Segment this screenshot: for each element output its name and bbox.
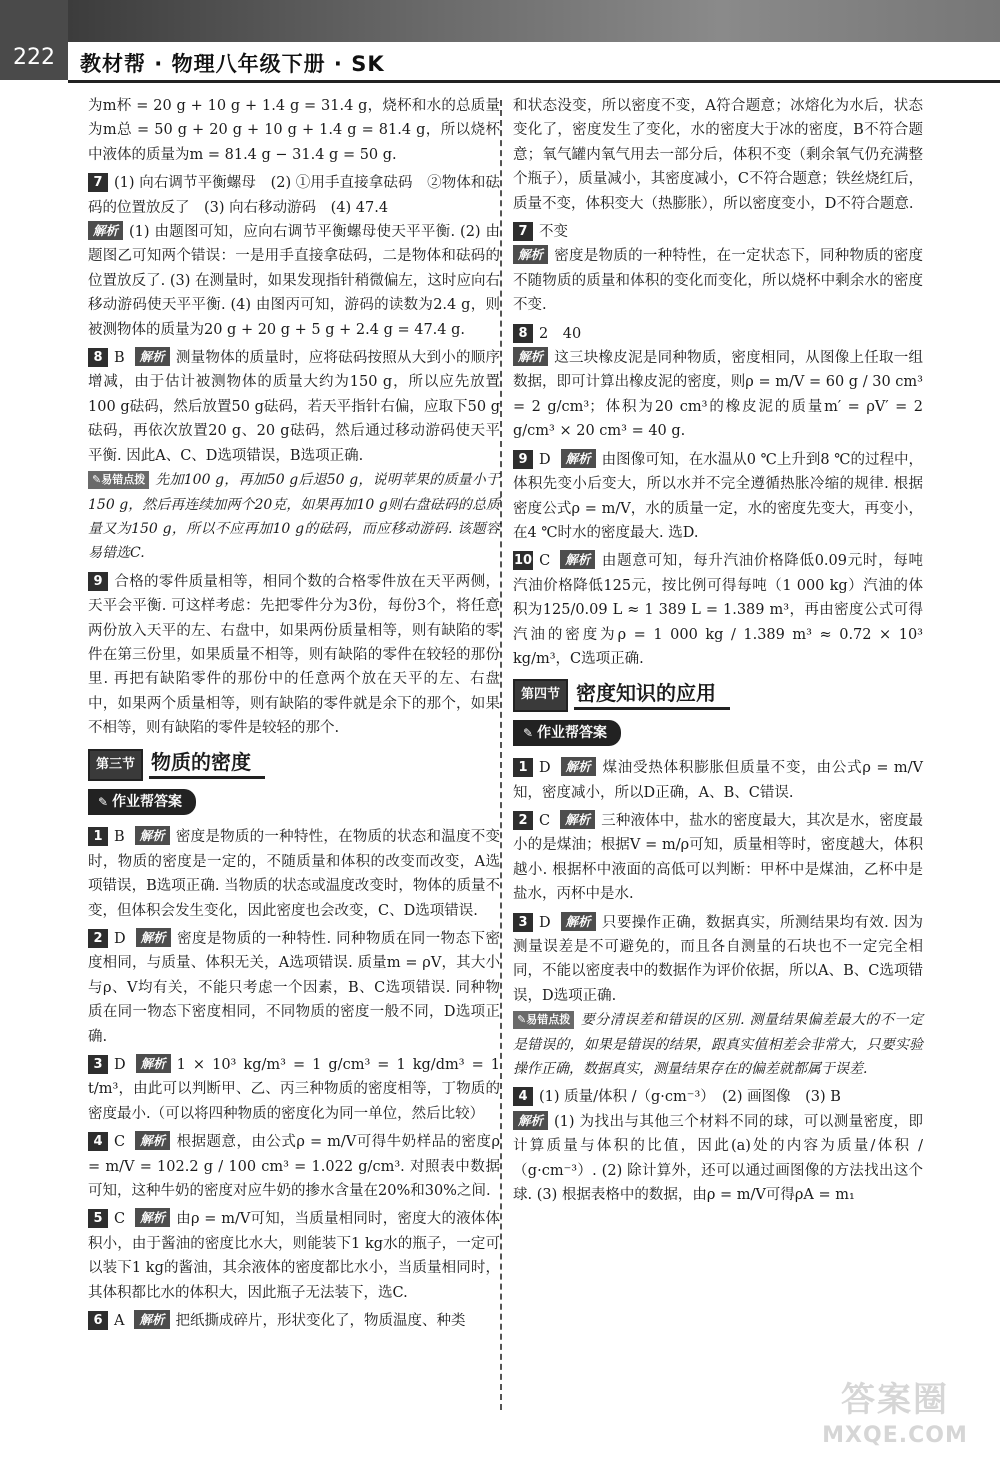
tip-text: 先加100 g，再加50 g后退50 g，说明苹果的质量小于150 g，然后再连续加两个20克，如果再加10 g则右盘砝码的总质量又为150 g，所以不应再加10 g的砝码，而应移动游码. 该题容易错选C. (88, 472, 500, 562)
tip-label: ✎易错点拨 (513, 1011, 574, 1029)
tip-8 (88, 468, 500, 566)
analysis-text: 密度是物质的一种特性，在一定状态下，同种物质的密度不随物质的质量和体积的变化而变化，所以烧杯中剩余水的密度不变. (513, 248, 923, 314)
answer-text: C (539, 553, 551, 570)
s3-question-2 (88, 927, 500, 1049)
analysis-text: 三种液体中，盐水的密度最大，其次是水，密度最小的是煤油；根据V = m/ρ可知，质量相等时，密度越大，体积越小. 根据杯中液面的高低可以判断：甲杯中是煤油，乙杯中是盐水，丙杯中是水. (513, 812, 923, 903)
analysis-text: 由题意可知，每升汽油价格降低0.09元时，每吨汽油价格降低125元，按比例可得每吨（1 000 kg）汽油的体积为125/0.09 L ≈ 1 389 L = 1.389 m³，再由密度公式可得汽油的密度为ρ = 1 000 kg / 1.389 m³ ≈ 0.72 × 10³ kg/m³，C选项正确. (513, 553, 923, 667)
answer-text: (1) 向右调节平衡螺母 (2) ①用手直接拿砝码 ②物体和砝码的位置放反了 (3) 向右移动游码 (4) 47.4 (88, 175, 500, 216)
answer-text: B (114, 350, 125, 367)
question-8-right (513, 322, 923, 346)
continuation-6: 和状态没变，所以密度不变，A符合题意；冰熔化为水后，状态变化了，密度发生了变化，水的密度大于冰的密度，B不符合题意；氧气罐内氧气用去一部分后，体积不变（剩余氧气仍充满整个瓶子），质量减小，其密度减小，C不符合题意；铁丝烧红后，质量不变，体积变大（热膨胀），所以密度变小，D不符合题意. (513, 98, 923, 212)
watermark-logo: 答案圈 (841, 1380, 949, 1420)
analysis-label: 解析 (561, 912, 596, 931)
pencil-icon: ✎ (92, 473, 102, 487)
analysis-text: 由ρ = m/V可知，当质量相同时，密度大的液体体积小，由于酱油的密度比水大，则能装下1 kg水的瓶子，一定可以装下1 kg的酱油，其余液体的密度都比水小，当质量相同时，其体积都比水的体积大，因此瓶子无法装下，选C. (88, 1211, 500, 1301)
s4-question-4 (513, 1085, 923, 1109)
analysis-7 (88, 220, 500, 342)
section-title: 密度知识的应用 (574, 681, 730, 710)
question-number: 3 (88, 1055, 108, 1074)
analysis-label: 解析 (135, 826, 170, 845)
answer-text: (1) 质量/体积 /（g·cm⁻³） (2) 画图像 (3) B (539, 1089, 841, 1106)
analysis-text: 只要操作正确，数据真实，所测结果均有效. 因为测量误差是不可避免的，而且各自测量的石块也不一定完全相同，不能以密度表中的数据作为评价依据，所以A、B、C选项错误，D选项正确. (513, 914, 923, 1004)
page-header (0, 0, 1000, 82)
tip-text: 要分清误差和错误的区别. 测量结果偏差最大的不一定是错误的，如果是错误的结果，跟真实值相差会非常大，只要实验操作正确，数据真实，测量结果存在的偏差就都属于误差. (513, 1012, 923, 1078)
question-number: 1 (513, 758, 533, 777)
section-4-heading (513, 679, 923, 711)
s3-question-1 (88, 825, 500, 923)
analysis-text: 1 × 10³ kg/m³ = 1 g/cm³ = 1 kg/dm³ = 1 t/m³，由此可以判断甲、乙、丙三种物质的密度相等，丁物质的密度最小.（可以将四种物质的密度化为同一单位，然后比较） (88, 1057, 500, 1122)
right-column (513, 94, 923, 1207)
pencil-icon: ✎ (98, 794, 109, 809)
question-number: 10 (514, 553, 533, 569)
analysis-text: 把纸撕成碎片，形状变化了，物质温度、种类 (175, 1313, 466, 1330)
question-7 (88, 171, 500, 220)
question-number: 1 (88, 827, 108, 846)
question-number: 8 (513, 324, 533, 343)
answer-text: A (114, 1313, 125, 1330)
page-number: 222 (0, 0, 68, 80)
analysis-label: 解析 (560, 550, 595, 569)
answer-text: C (539, 812, 551, 829)
question-number: 9 (513, 450, 533, 469)
pencil-icon: ✎ (517, 1013, 527, 1027)
book-title: 教材帮 · 物理八年级下册 · SK (80, 52, 385, 76)
analysis-text: 这三块橡皮泥是同种物质，密度相同，从图像上任取一组数据，即可计算出橡皮泥的密度，则ρ = m/V = 60 g / 30 cm³ = 2 g/cm³；体积为20 cm³的橡皮泥的质量m′ = ρV′ = 2 g/cm³ × 20 cm³ = 40 g. (513, 350, 923, 440)
question-number: 5 (88, 1209, 108, 1228)
section-badge: 第四节 (513, 679, 568, 711)
answer-text: 合格的零件质量相等，相同个数的合格零件放在天平两侧，天平会平衡. 可这样考虑：先把零件分为3份，每份3个，将任意两份放入天平的左、右盘中，如果两份质量相等，则有缺陷的零件在第三份里，如果质量不相等，则有缺陷的零件在较轻的那份里. 再把有缺陷零件的那份中的任意两个放在天平的左、右盘中，如果两个质量相等，则有缺陷的零件就是余下的那个，如果不相等，则有缺陷的零件是较轻的那个. (88, 573, 500, 737)
analysis-label: 解析 (135, 347, 170, 366)
answer-text: D (539, 760, 551, 777)
s3-question-3 (88, 1053, 500, 1126)
answer-text: D (539, 914, 551, 931)
s3-question-6 (88, 1309, 500, 1333)
question-number: 7 (88, 173, 108, 192)
left-column (88, 94, 500, 1334)
analysis-label: 解析 (561, 449, 596, 468)
analysis-text: 密度是物质的一种特性，在物质的状态和温度不变时，物质的密度是一定的，不随质量和体积的改变而改变，A选项错误，B选项正确. 当物质的状态或温度改变时，物体的质量不变，但体积会发生变化，因此密度也会改变，C、D选项错误. (88, 829, 500, 919)
question-number: 4 (513, 1087, 533, 1106)
s4-question-1 (513, 756, 923, 805)
analysis-label: 解析 (561, 757, 596, 776)
answer-text: 不变 (539, 224, 568, 241)
analysis-8-right (513, 346, 923, 444)
watermark (800, 1378, 990, 1458)
question-number: 4 (88, 1132, 108, 1151)
question-number: 7 (513, 222, 533, 241)
analysis-label: 解析 (513, 245, 548, 264)
column-divider (500, 100, 502, 1410)
answer-text: C (114, 1134, 126, 1151)
s3-question-4 (88, 1130, 500, 1203)
section-title: 物质的密度 (149, 750, 265, 779)
answer-text: D (114, 931, 126, 947)
analysis-label: 解析 (136, 1054, 171, 1073)
analysis-text: 煤油受热体积膨胀但质量不变，由公式ρ = m/V知，密度减小，所以D正确，A、B、C错误. (513, 760, 923, 801)
section-3-heading (88, 749, 500, 781)
homework-answers-badge: ✎ 作业帮答案 (88, 789, 196, 815)
analysis-label: 解析 (134, 1310, 169, 1329)
homework-answers-badge: ✎ 作业帮答案 (513, 720, 621, 746)
tip-s4-3 (513, 1008, 923, 1081)
question-number: 8 (88, 348, 108, 367)
intro-paragraph: 为m杯 = 20 g + 10 g + 1.4 g = 31.4 g，烧杯和水的总质量为m总 = 50 g + 20 g + 10 g + 1.4 g = 81.4 g，所以烧杯中液体的质量为m = 81.4 g − 31.4 g = 50 g. (88, 98, 500, 163)
question-number: 9 (88, 572, 108, 591)
question-7-right (513, 220, 923, 244)
analysis-text: 由图像可知，在水温从0 ℃上升到8 ℃的过程中，体积先变小后变大，所以水并不完全遵循热胀冷缩的规律. 根据密度公式ρ = m/V，水的质量一定，水的密度先变大，再变小，在4 ℃时水的密度最大. 选D. (513, 451, 923, 541)
question-9-right (513, 448, 923, 546)
answer-text: C (114, 1211, 126, 1228)
analysis-label: 解析 (135, 1131, 170, 1150)
question-number: 6 (88, 1311, 108, 1330)
analysis-s4-4 (513, 1110, 923, 1208)
analysis-label: 解析 (513, 1111, 548, 1130)
watermark-url: MXQE.COM (822, 1423, 968, 1448)
analysis-label: 解析 (135, 1208, 170, 1227)
analysis-label: 解析 (88, 221, 123, 240)
tip-label: ✎易错点拨 (88, 471, 149, 489)
answer-text: 2 40 (539, 325, 582, 342)
analysis-text: 根据题意，由公式ρ = m/V可得牛奶样品的密度ρ = m/V = 102.2 g / 100 cm³ = 1.022 g/cm³. 对照表中数据可知，这种牛奶的密度对应牛奶的掺水含量在20%和30%之间. (88, 1134, 500, 1200)
header-rule (68, 80, 1000, 83)
s3-question-5 (88, 1207, 500, 1305)
question-number: 2 (513, 811, 533, 830)
analysis-text: 密度是物质的一种特性. 同种物质在同一物态下密度相同，与质量、体积无关，A选项错误. 质量m = ρV，其大小与ρ、V均有关，不能只考虑一个因素，B、C选项错误. 同种物质在同一物态下密度相同，不同物质的密度一般不同，D选项正确. (88, 931, 500, 1045)
analysis-label: 解析 (513, 347, 548, 366)
question-number: 2 (88, 929, 108, 948)
analysis-7-right (513, 244, 923, 317)
analysis-label: 解析 (136, 928, 171, 947)
question-10-right (513, 549, 923, 671)
answer-text: D (539, 451, 551, 468)
s4-question-3 (513, 911, 923, 1009)
analysis-label: 解析 (560, 810, 595, 829)
question-8 (88, 346, 500, 468)
pencil-icon: ✎ (523, 725, 534, 740)
question-9 (88, 570, 500, 741)
header-decor-strip (68, 0, 1000, 42)
analysis-text: (1) 由题图可知，应向右调节平衡螺母使天平平衡. (2) 由题图乙可知两个错误：一是用手直接拿砝码，二是物体和砝码的位置放反了. (3) 在测量时，如果发现指针稍微偏左，这时应向右移动游码使天平平衡. (4) 由图丙可知，游码的读数为2.4 g，则被测物体的质量为20 g + 20 g + 5 g + 2.4 g = 47.4 g. (88, 224, 500, 338)
answer-text: B (114, 829, 125, 846)
s4-question-2 (513, 809, 923, 907)
question-number: 3 (513, 913, 533, 932)
answer-text: D (114, 1057, 126, 1074)
analysis-text: (1) 为找出与其他三个材料不同的球，可以测量密度，即计算质量与体积的比值，因此(a)处的内容为质量/体积 /（g·cm⁻³）. (2) 除计算外，还可以通过画图像的方法找出这个球. (3) 根据表格中的数据，由ρ = m/V可得ρA = m₁ (513, 1113, 923, 1204)
section-badge: 第三节 (88, 749, 143, 781)
analysis-text: 测量物体的质量时，应将砝码按照从大到小的顺序增减，由于估计被测物体的质量大约为150 g，所以应先放置100 g砝码，然后放置50 g砝码，若天平指针右偏，应取下50 g砝码，再依次放置20 g、20 g砝码，然后通过移动游码使天平平衡. 因此A、C、D选项错误，B选项正确. (88, 350, 500, 464)
